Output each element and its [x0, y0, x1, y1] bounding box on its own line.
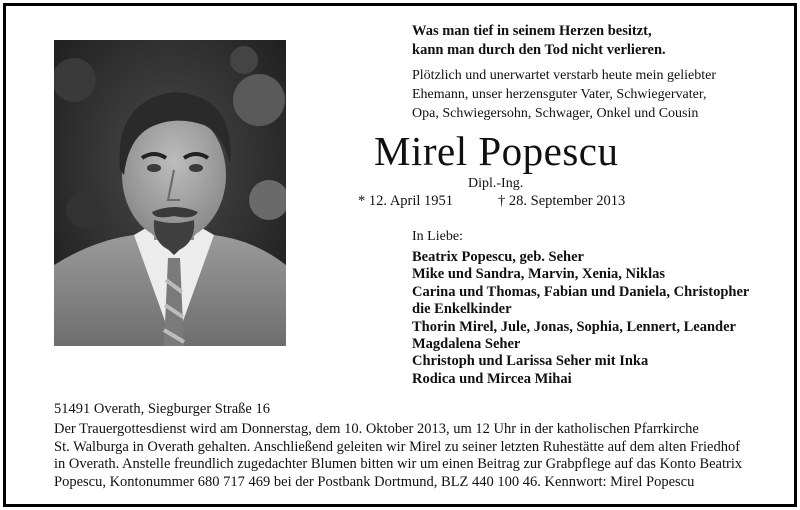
portrait-illustration: [54, 40, 286, 346]
academic-title: Dipl.-Ing.: [468, 176, 524, 191]
mourner-line: Carina und Thomas, Fabian und Daniela, Christopher: [412, 283, 750, 300]
family-address: 51491 Overath, Siegburger Straße 16: [54, 401, 270, 417]
mourner-line: Christoph und Larissa Seher mit Inka: [412, 353, 649, 370]
mourner-line: Beatrix Popescu, geb. Seher: [412, 249, 584, 265]
announcement-line: Ehemann, unser herzensguter Vater, Schwiegervater,: [412, 87, 707, 102]
announcement-line: Plötzlich und unerwartet verstarb heute mein geliebter: [412, 68, 717, 83]
mourners-heading: In Liebe:: [412, 229, 463, 244]
quote: [412, 22, 782, 60]
service-line: Popescu, Kontonummer 680 717 469 bei der Postbank Dortmund, BLZ 440 100 46. Kennwort: Mirel Popescu: [54, 473, 695, 490]
service-details: [54, 421, 746, 491]
death-date: † 28. September 2013: [498, 193, 626, 209]
mourner-line: Magdalena Seher: [412, 336, 521, 353]
quote-line: Was man tief in seinem Herzen besitzt,: [412, 23, 652, 39]
service-line: in Overath. Anstelle freundlich zugedachter Blumen bitten wir um einen Beitrag zur Grabpflege auf das Konto Beatrix: [54, 456, 743, 473]
service-line: St. Walburga in Overath gehalten. Anschließend geleiten wir Mirel zu seiner letzten Ruhestätte auf dem alten Friedhof: [54, 438, 741, 455]
mourner-line: Rodica und Mircea Mihai: [412, 370, 572, 387]
announcement-text: [412, 66, 782, 123]
mourner-line: die Enkelkinder: [412, 301, 512, 318]
announcement-line: Opa, Schwiegersohn, Schwager, Onkel und Cousin: [412, 106, 699, 121]
service-line: Der Trauergottesdienst wird am Donnerstag, dem 10. Oktober 2013, um 12 Uhr in der katholischen Pfarrkirche: [54, 421, 699, 437]
quote-line: kann man durch den Tod nicht verlieren.: [412, 42, 666, 58]
mourner-line: Thorin Mirel, Jule, Jonas, Sophia, Lennert, Leander: [412, 318, 736, 335]
mourner-line: Mike und Sandra, Marvin, Xenia, Niklas: [412, 266, 665, 283]
birth-date: * 12. April 1951: [358, 193, 454, 209]
deceased-name: Mirel Popescu: [374, 128, 619, 174]
portrait-photo: [54, 40, 286, 346]
mourners-list: [412, 249, 792, 388]
